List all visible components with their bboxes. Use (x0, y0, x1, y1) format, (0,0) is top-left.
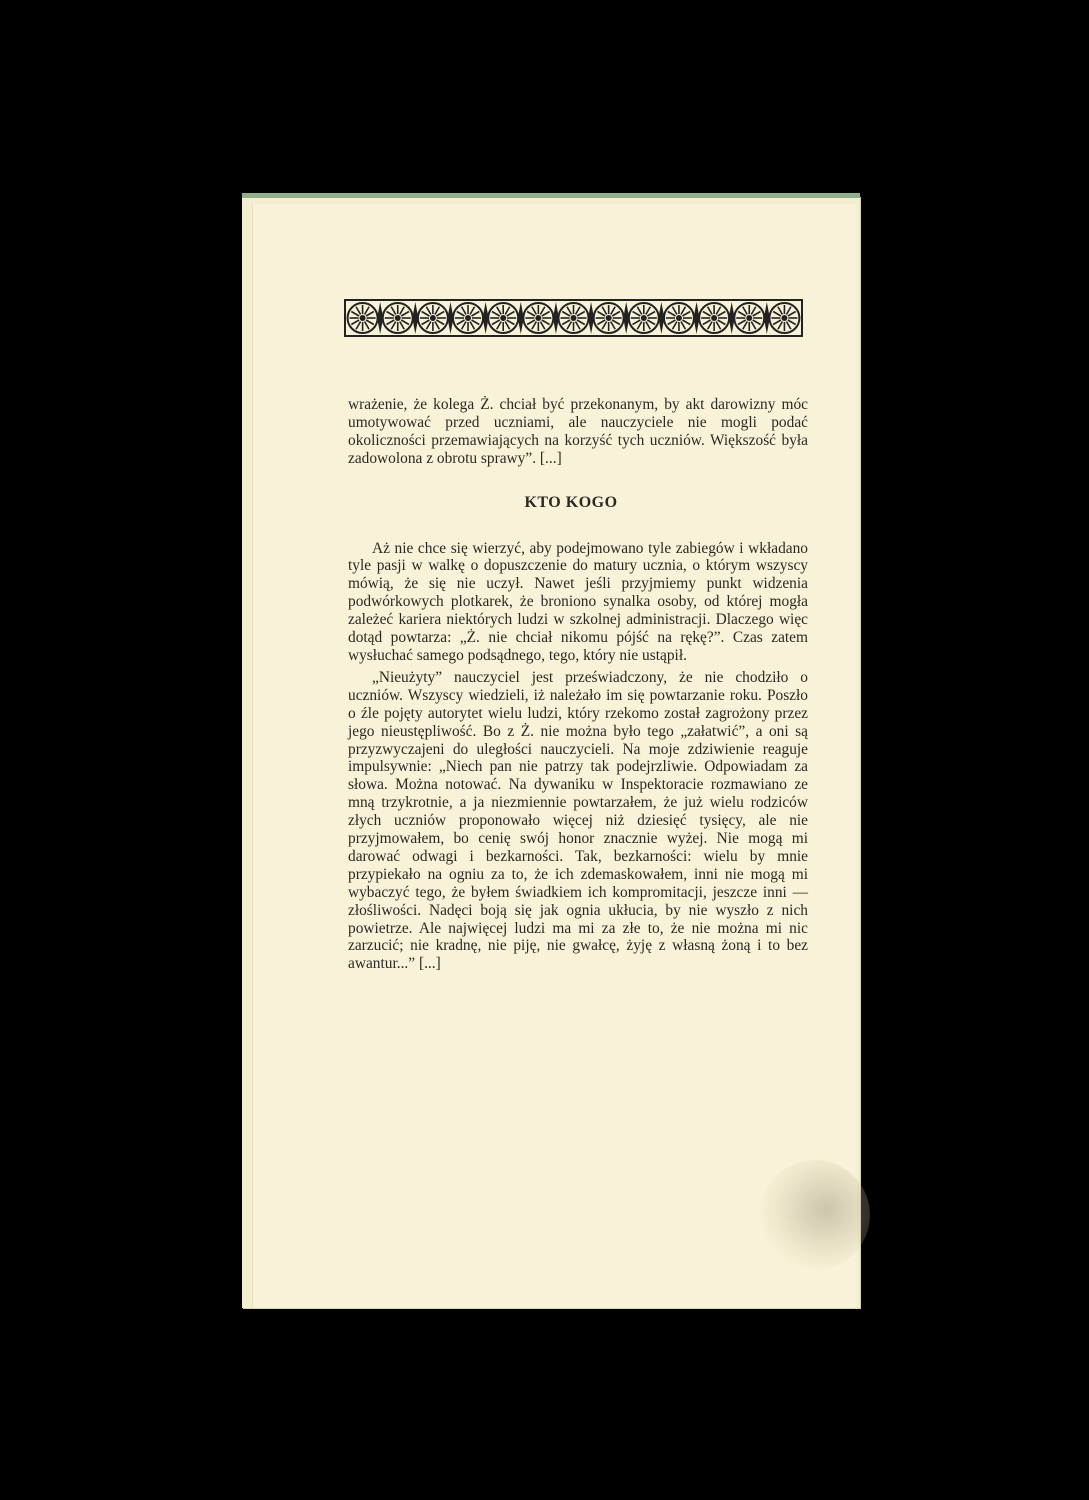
section-heading: KTO KOGO (524, 493, 618, 511)
paragraph-continued: wrażenie, że kolega Ż. chciał być przekonanym, by akt darowizny móc umotywować przed uczniami, ale nauczyciele nie mogli podać okoliczności przemawiających na korzyść tych uczniów. Większość była zadowolona z obrotu sprawy”. [...] (348, 396, 808, 467)
paper-stain (760, 1160, 870, 1270)
decorative-rosette-border-icon (344, 296, 803, 340)
paragraph-2: „Nieużyty” nauczyciel jest przeświadczony, że nie chodziło o uczniów. Wszyscy wiedzieli, iż należało im się powtarzanie roku. Poszło o źle pojęty autorytet wielu ludzi, który rzekomo został zagrożony przez jego nieustępliwość. Bo z Ż. nie można było tego „załatwić”, a oni są przyzwyczajeni do uległości nauczycieli. Na moje zdziwienie reaguje impulsywnie: „Niech pan nie patrzy tak podejrzliwie. Odpowiadam za słowa. Można notować. Na dywaniku w Inspektoracie rozmawiano ze mną trzykrotnie, a ja niezmiennie powtarzałem, że już wielu rodziców złych uczniów proponowało więcej niż dziesięć tysięcy, ale nie przyjmowałem, bo cenię swój honor znacznie wyżej. Nie mogą mi darować odwagi i bezkarności. Tak, bezkarności: wielu by mnie przypiekało na ogniu za to, że ich zdemaskowałem, inni nie mogą mi wybaczyć tego, że byłem świadkiem ich kompromitacji, jeszcze inni — złośliwości. Nadęci boją się jak ognia ukłucia, by nie wyszło z nich powietrze. Ale najwięcej ludzi ma mi za złe to, że nie można mi nic zarzucić; nie kradnę, nie piję, nie gwałcę, żyję z własną żoną i to bez awantur...” [...] (348, 668, 808, 973)
paragraph-1: Aż nie chce się wierzyć, aby podejmowano tyle zabiegów i wkładano tyle pasji w walkę o dopuszczenie do matury ucznia, o którym wszyscy mówią, że się nie uczył. Nawet jeśli przyjmiemy punkt widzenia podwórkowych plotkarek, że broniono synalka osoby, od której mogła zależeć kariera niektórych ludzi w szkolnej administracji. Dlaczego więc dotąd powtarza: „Ż. nie chciał nikomu pójść na rękę?”. Czas zatem wysłuchać samego podsądnego, tego, który nie ustąpił. (348, 539, 808, 664)
article-text (348, 396, 808, 973)
